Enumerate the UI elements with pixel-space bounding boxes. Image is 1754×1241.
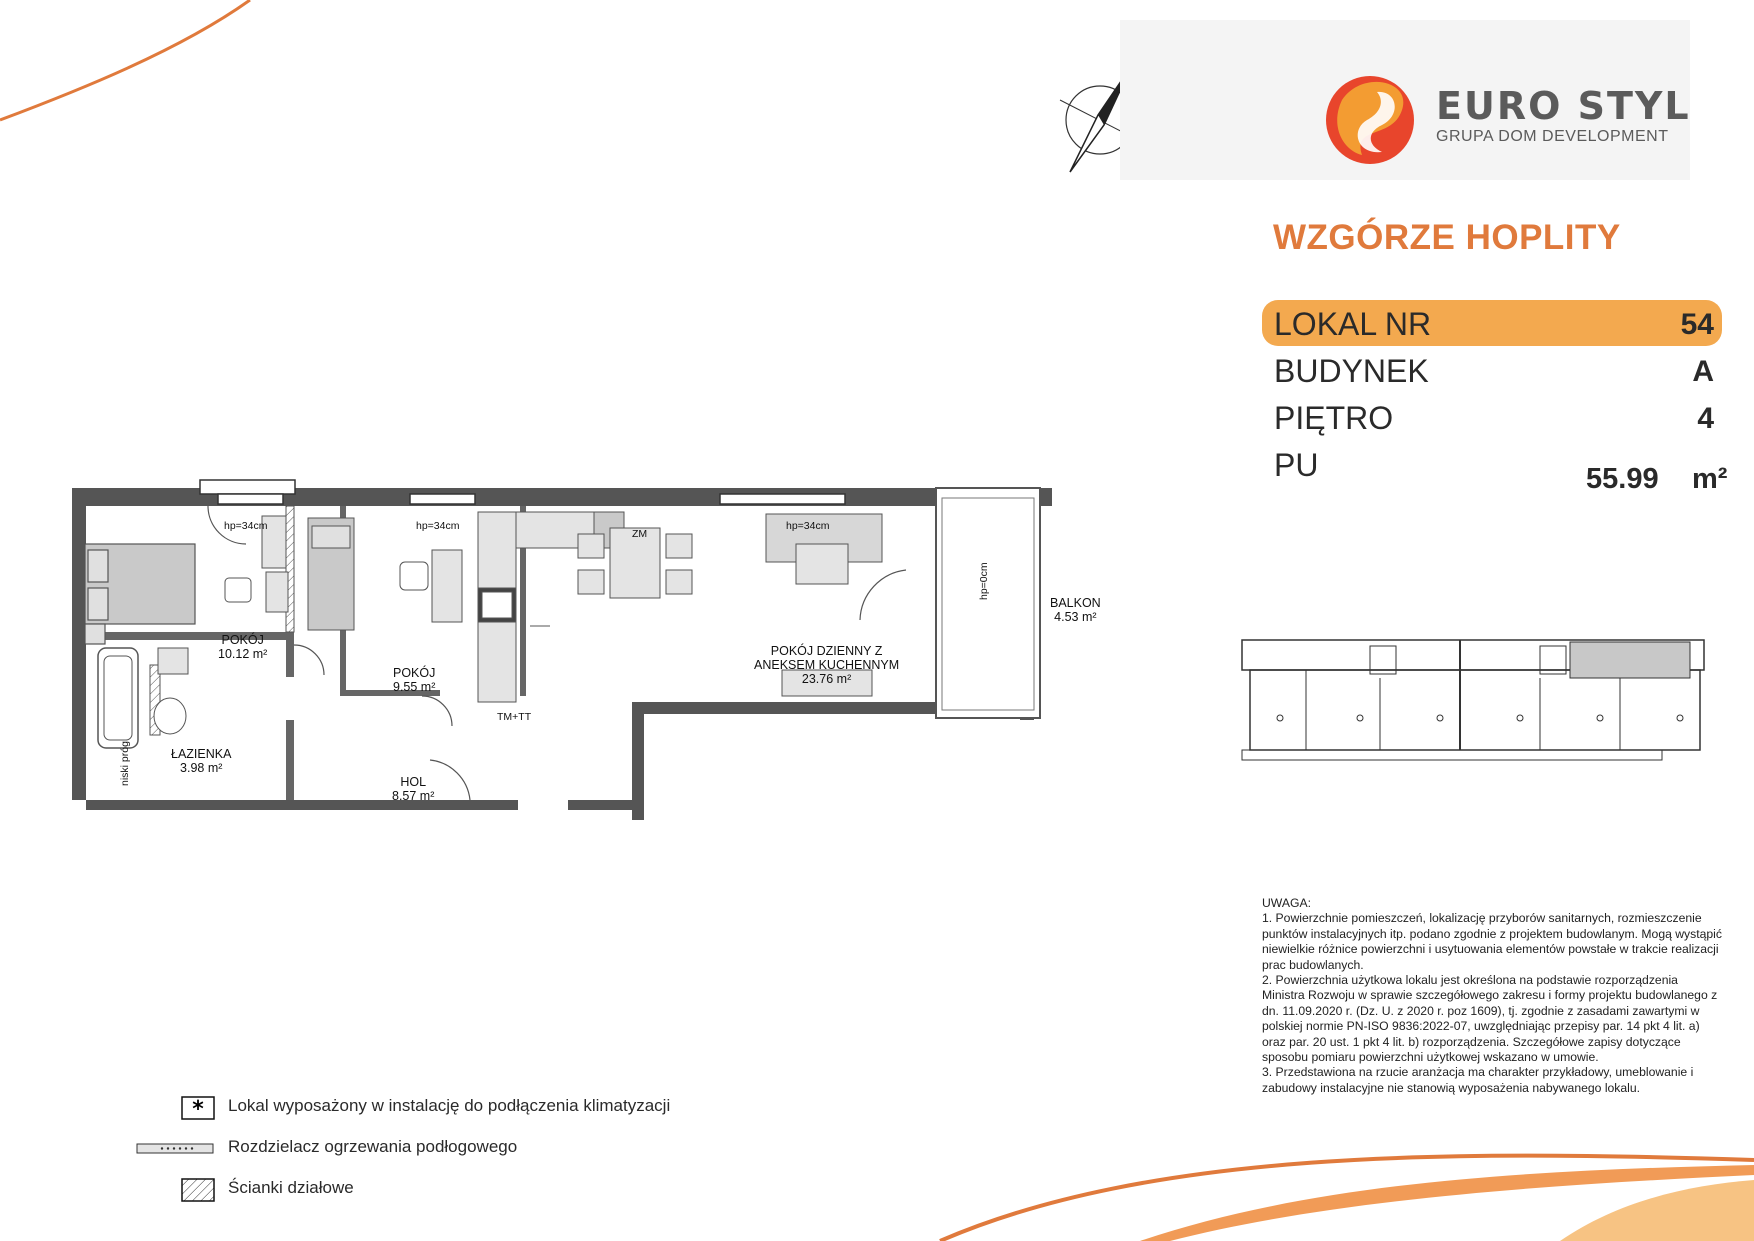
gas-meter-label: ZM [632, 528, 648, 540]
floor-heating-manifold-icon [136, 1143, 216, 1155]
legend-text: Ścianki działowe [228, 1178, 354, 1197]
info-row-pietro [1262, 394, 1722, 440]
room-balkon [1050, 596, 1101, 624]
room-name: POKÓJ [393, 666, 436, 680]
building-key-plan-thumbnail [1240, 638, 1710, 768]
room-area: 23.76 m² [801, 672, 852, 686]
budynek-value: A [1692, 355, 1714, 388]
pu-label: PU [1274, 447, 1319, 483]
note-item: 1. Powierzchnie pomieszczeń, lokalizację przyborów sanitarnych, rozmieszczenie punktów instalacyjnych itp. podano zgodnie z projektem budowlanym. Mogą wystąpić niewielkie różnice powierzchni i usytuowania elementów powstałe w trakcie realizacji prac budowlanych. [1262, 911, 1722, 972]
tm-tt-label: TM+TT [497, 711, 532, 723]
room-area: 10.12 m² [218, 647, 268, 661]
brand-name: EURO STYL [1436, 84, 1691, 128]
room-name: HOL [400, 775, 427, 789]
room-area: 8.57 m² [392, 789, 435, 803]
svg-text:*: * [192, 1097, 204, 1120]
brand-tagline: GRUPA DOM DEVELOPMENT [1436, 128, 1669, 145]
room-pokoj-1 [218, 633, 267, 661]
room-area: 4.53 m² [1054, 610, 1097, 624]
note-item: 3. Przedstawiona na rzucie aranżacja ma charakter przykładowy, umeblowanie i zabudowy instalacyjne nie stanowią wyposażenia nabywanego lokalu. [1262, 1065, 1694, 1095]
legend-text: Lokal wyposażony w instalację do podłączenia klimatyzacji [228, 1096, 671, 1115]
disclaimer-notes [1262, 896, 1722, 1096]
room-pokoj-dzienny [754, 644, 899, 686]
hatched-partition-icon [181, 1178, 215, 1202]
pu-value: 55.99 [1586, 463, 1659, 495]
room-area: 9.55 m² [393, 680, 436, 694]
window-height-label: hp=34cm [224, 520, 268, 532]
legend-text: Rozdzielacz ogrzewania podłogowego [228, 1137, 518, 1156]
window-height-label: hp=34cm [416, 520, 460, 532]
notes-heading: UWAGA: [1262, 896, 1311, 910]
room-name: BALKON [1050, 596, 1101, 610]
asterisk-box-icon [181, 1096, 215, 1120]
info-row-lokal [1262, 300, 1722, 346]
room-name: ŁAZIENKA [171, 747, 232, 761]
budynek-label: BUDYNEK [1274, 353, 1429, 389]
low-threshold-label: niski próg [119, 741, 131, 786]
pietro-value: 4 [1697, 402, 1714, 435]
room-hol [392, 775, 434, 803]
window-height-label: hp=34cm [786, 520, 830, 532]
room-area: 3.98 m² [180, 761, 223, 775]
room-lazienka [171, 747, 231, 775]
lokal-label: LOKAL NR [1274, 306, 1432, 342]
euro-styl-swirl-logo [1322, 70, 1422, 170]
room-name: POKÓJ [221, 633, 264, 647]
room-name-line1: POKÓJ DZIENNY Z [770, 644, 883, 658]
pietro-label: PIĘTRO [1274, 400, 1394, 436]
balcony-door-height-label: hp=0cm [978, 562, 990, 600]
info-row-budynek [1262, 347, 1722, 393]
pu-unit: m² [1692, 463, 1728, 495]
lokal-value: 54 [1680, 308, 1714, 341]
note-item: 2. Powierzchnia użytkowa lokalu jest określona na podstawie rozporządzenia Ministra Rozwoju w sprawie szczegółowego zakresu i formy projektu budowlanego z dn. 11.09.2020 r. (Dz. U. z 2020 r. poz 1609), tj. zgodnie z zasadami zawartymi w polskiej normie PN-ISO 9836:2022-07, uwzględniając przepisy par. 14 pkt 4 lit. a) oraz par. 20 ust. 1 pkt 4 lit. b) rozporządzenia. Szczegółowe zapisy dotyczące sposobu pomiaru powierzchni użytkowej wskazano w umowie. [1262, 973, 1718, 1065]
room-name-line2: ANEKSEM KUCHENNYM [754, 658, 900, 672]
project-title: WZGÓRZE HOPLITY [1273, 218, 1621, 257]
room-pokoj-2 [393, 666, 435, 694]
